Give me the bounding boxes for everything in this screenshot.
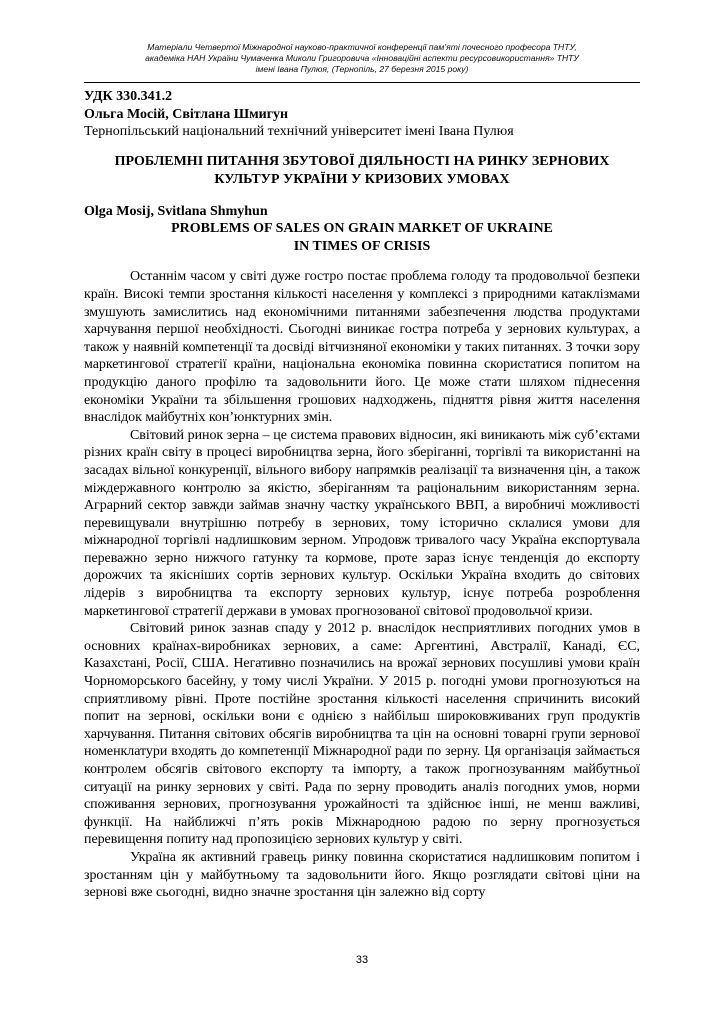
page-number: 33 <box>355 954 369 966</box>
paragraph: Україна як активний гравець ринку повинна скористатися надлишковим попитом і зростанням цін у майбутньому та задовольнити його. Якщо розглядати світові ціни на зернові вже сьогодні, видно значне зростання цін залежно від сорту <box>84 849 640 901</box>
authors-en: Olga Mosij, Svitlana Shmyhun <box>84 203 268 219</box>
header-line-3: імені Івана Пулюя, (Тернопіль, 27 березня 2015 року) <box>255 64 469 74</box>
paragraph: Останнім часом у світі дуже гостро постає проблема голоду та продовольчої безпеки країн. Високі темпи зростання кількості населення у комплексі з природними катаклізмами змушують замислитись над економічними питаннями забезпечення людства продуктами харчування першої необхідності. Сьогодні виникає гостра потреба у зернових культурах, а також у наявній компетенції та досвіді вітчизняної економіки у таких питаннях. З точки зору маркетингової стратегії країни, національна економіка повинна скористатися попитом на продукцію даного профілю та задовольнити його. Це може стати шляхом піднесення економіки України та збільшення грошових надходжень, підняття рівня життя населення внаслідок майбутніх кон’юнктурних змін. <box>84 269 640 426</box>
header-line-1: Матеріали Четвертої Міжнародної науково-практичної конференції пам’яті почесного професора ТНТУ, <box>147 42 577 52</box>
article-title-ua <box>84 153 640 189</box>
conference-header <box>84 42 640 75</box>
title-en-line-1: PROBLEMS OF SALES ON GRAIN MARKET OF UKRAINE <box>171 221 553 237</box>
title-ua-line-2: КУЛЬТУР УКРАЇНИ У КРИЗОВИХ УМОВАХ <box>214 171 510 187</box>
header-line-2: академіка НАН України Чумаченка Миколи Григоровича «Інноваційні аспекти ресурсовикористання» ТНТУ <box>145 53 579 63</box>
title-en-line-2: IN TIMES OF CRISIS <box>293 239 431 255</box>
title-ua-line-1: ПРОБЛЕМНІ ПИТАННЯ ЗБУТОВОЇ ДІЯЛЬНОСТІ НА РИНКУ ЗЕРНОВИХ <box>114 153 610 169</box>
udk-code: УДК 330.341.2 <box>84 89 173 104</box>
article-title-en <box>84 220 640 256</box>
authors-ua: Ольга Мосій, Світлана Шмигун <box>84 106 289 122</box>
paragraph: Світовий ринок зерна – це система правових відносин, які виникають між суб’єктами різних країн світу в процесі виробництва зерна, його зберіганні, торгівлі та використанні на засадах вільної конкуренції, вільного вибору напрямків реалізації та визначення цін, а також міждержавного контролю за якістю, зберіганням та раціональним використанням зерна. Аграрний сектор завжди займав значну частку українського ВВП, а виробничі можливості перевищували внутрішню потребу в зернових, тому історично склалися умови для міжнародної торгівлі надлишковим зерном. Упродовж тривалого часу Україна експортувала переважно зерно нижчого гатунку та кормове, проте зараз існує тенденція до експорту дорожчих та якісніших сортів зернових культур. Оскільки Україна входить до світових лідерів з виробництва та експорту зернових культур, існує потреба розроблення маркетингової стратегії держави в умовах прогнозованої світової продовольчої кризи. <box>84 427 640 619</box>
article-text <box>84 268 640 901</box>
header-divider <box>84 82 640 83</box>
affiliation: Тернопільський національний технічний університет імені Івана Пулюя <box>84 124 514 140</box>
paragraph: Світовий ринок зазнав спаду у 2012 р. внаслідок несприятливих погодних умов в основних країнах-виробниках зернових, а саме: Аргентині, Австралії, Канаді, ЄС, Казахстані, Росії, США. Негативно позначились на врожаї зернових посушливі умови країн Чорноморського басейну, у тому числі України. У 2015 р. погодні умови прогнозуються на сприятливому рівні. Проте постійне зростання кількості населення спричинить високий попит на зернові, оскільки вони є однією з найбільш широковживаних груп продуктів харчування. Питання світових обсягів виробництва та цін на основні товарні групи зернової номенклатури входять до компетенції Міжнародної ради по зерну. Ця організація займається контролем обсягів світового експорту та імпорту, а також прогнозуванням майбутньої ситуації на ринку зернових у світі. Рада по зерну проводить аналіз погодних умов, норми споживання зернових, прогнозування урожайності та здійснює інші, не менш важливі, функції. На найближчі п’ять років Міжнародною радою по зерну прогнозується перевищення попиту над пропозицією зернових культур у світі. <box>84 621 640 848</box>
article-body <box>84 88 640 902</box>
